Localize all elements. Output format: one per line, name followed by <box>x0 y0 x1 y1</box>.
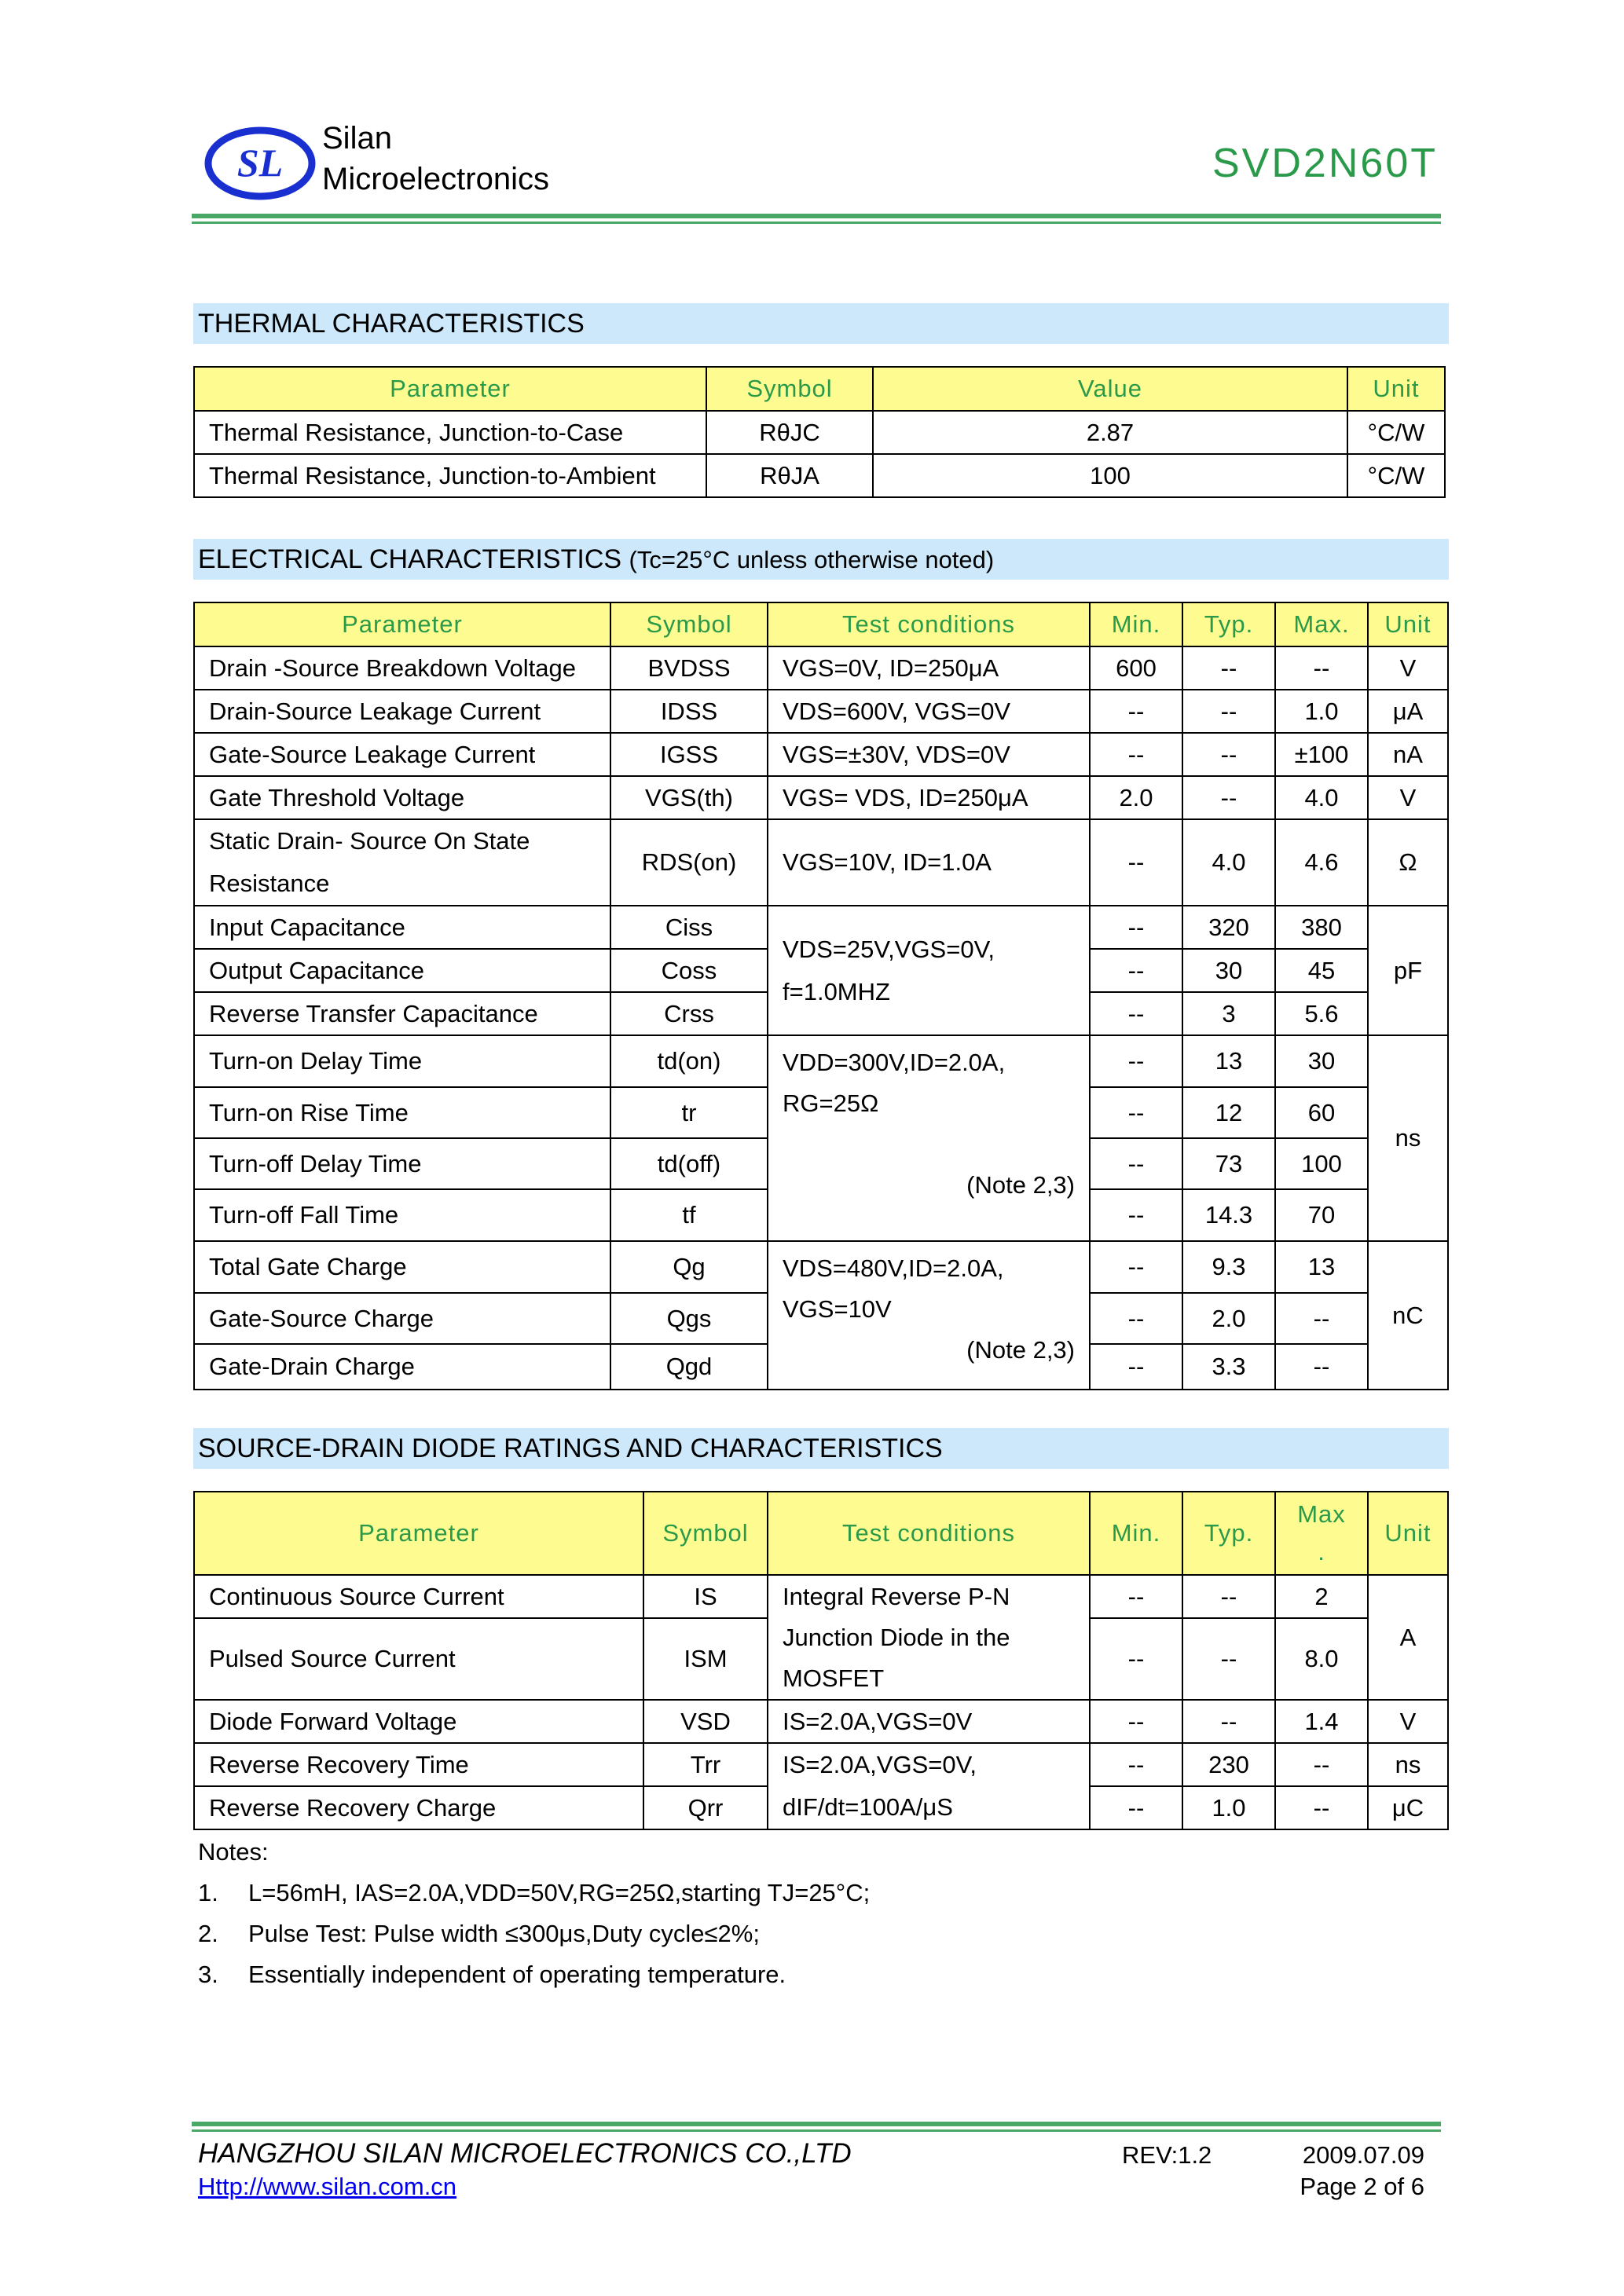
cell-cond: IS=2.0A,VGS=0V, <box>768 1743 1090 1786</box>
cell-cond-integral <box>768 1575 1090 1700</box>
cell-max: 70 <box>1275 1189 1368 1241</box>
cell-min: -- <box>1090 1575 1182 1618</box>
th-max: Max. <box>1275 602 1368 646</box>
cell-symbol: tr <box>610 1087 768 1138</box>
cell-param: Diode Forward Voltage <box>194 1700 643 1743</box>
footer-company: HANGZHOU SILAN MICROELECTRONICS CO.,LTD <box>198 2138 852 2169</box>
cell-typ: 9.3 <box>1182 1241 1275 1293</box>
cell-cond: VGS=10V, ID=1.0A <box>768 819 1090 906</box>
note-text: L=56mH, IAS=2.0A,VDD=50V,RG=25Ω,starting TJ=25°C; <box>248 1879 871 1906</box>
table-row <box>194 690 1448 733</box>
cell-symbol: Qgd <box>610 1344 768 1390</box>
cell-max: -- <box>1275 1743 1368 1786</box>
th-unit: Unit <box>1347 367 1445 411</box>
cell-param: Thermal Resistance, Junction-to-Case <box>194 411 706 454</box>
cond-note: (Note 2,3) <box>966 1171 1075 1199</box>
cell-value: 2.87 <box>873 411 1347 454</box>
cell-typ: 2.0 <box>1182 1293 1275 1344</box>
table-row <box>194 906 1448 949</box>
electrical-section-title <box>193 539 1449 580</box>
cell-param: Reverse Recovery Charge <box>194 1786 643 1829</box>
cell-max: 60 <box>1275 1087 1368 1138</box>
cell-param: Gate-Drain Charge <box>194 1344 610 1390</box>
cond-line1: VDS=480V,ID=2.0A, <box>783 1254 1004 1282</box>
note-item <box>198 1954 870 1995</box>
note-text: Pulse Test: Pulse width ≤300μs,Duty cycle≤2%; <box>248 1920 760 1947</box>
cell-max: 100 <box>1275 1138 1368 1189</box>
cell-symbol: Trr <box>643 1743 768 1786</box>
table-row <box>194 646 1448 690</box>
logo-text: SL <box>236 141 284 185</box>
cell-cond: VGS=0V, ID=250μA <box>768 646 1090 690</box>
footer-date: 2009.07.09 <box>1302 2141 1424 2169</box>
table-row <box>194 1786 1448 1829</box>
cell-typ: -- <box>1182 646 1275 690</box>
th-test-conditions: Test conditions <box>768 602 1090 646</box>
cell-param: Turn-on Rise Time <box>194 1087 610 1138</box>
cell-cond: IS=2.0A,VGS=0V <box>768 1700 1090 1743</box>
cond-line2: RG=25Ω <box>783 1089 879 1117</box>
electrical-subtitle: (Tc=25°C unless otherwise noted) <box>629 546 995 573</box>
cell-max: 4.6 <box>1275 819 1368 906</box>
cell-min: -- <box>1090 1786 1182 1829</box>
cell-symbol: IGSS <box>610 733 768 776</box>
cell-symbol: VGS(th) <box>610 776 768 819</box>
cell-param: Gate-Source Charge <box>194 1293 610 1344</box>
cond-line2: Junction Diode in the <box>783 1623 1010 1651</box>
cell-typ: -- <box>1182 1575 1275 1618</box>
thermal-header-row <box>194 367 1445 411</box>
cell-min: -- <box>1090 906 1182 949</box>
cell-cond-gate <box>768 1241 1090 1390</box>
cell-typ: 3.3 <box>1182 1344 1275 1390</box>
cell-max: 2 <box>1275 1575 1368 1618</box>
cell-min: -- <box>1090 1138 1182 1189</box>
th-max <box>1275 1492 1368 1575</box>
cell-cond: dIF/dt=100A/μS <box>768 1786 1090 1829</box>
cond-line2: VGS=10V <box>783 1295 892 1323</box>
cell-max: 380 <box>1275 906 1368 949</box>
cell-param: Turn-off Delay Time <box>194 1138 610 1189</box>
note-text: Essentially independent of operating temperature. <box>248 1961 786 1988</box>
diode-header-row <box>194 1492 1448 1575</box>
cell-param: Drain -Source Breakdown Voltage <box>194 646 610 690</box>
cell-param <box>194 819 610 906</box>
footer-revision: REV:1.2 <box>1122 2141 1212 2169</box>
footer-rule-thin <box>192 2129 1441 2132</box>
th-typ: Typ. <box>1182 602 1275 646</box>
cell-unit: °C/W <box>1347 411 1445 454</box>
cell-unit: nA <box>1368 733 1448 776</box>
cell-typ: 3 <box>1182 992 1275 1035</box>
table-row <box>194 1241 1448 1293</box>
cell-symbol: Qg <box>610 1241 768 1293</box>
cell-symbol: Ciss <box>610 906 768 949</box>
cell-min: -- <box>1090 733 1182 776</box>
cell-typ: 12 <box>1182 1087 1275 1138</box>
brand-line2: Microelectronics <box>322 162 549 196</box>
cell-symbol: RDS(on) <box>610 819 768 906</box>
cell-typ: 320 <box>1182 906 1275 949</box>
cell-symbol: BVDSS <box>610 646 768 690</box>
cond-line2: f=1.0MHZ <box>783 977 890 1005</box>
cell-max: 1.4 <box>1275 1700 1368 1743</box>
note-number: 1. <box>198 1879 218 1906</box>
cell-typ: -- <box>1182 1618 1275 1700</box>
part-number: SVD2N60T <box>1212 141 1438 186</box>
cell-unit: A <box>1368 1575 1448 1700</box>
cell-max: -- <box>1275 646 1368 690</box>
cell-symbol: VSD <box>643 1700 768 1743</box>
cell-symbol: tf <box>610 1189 768 1241</box>
cell-unit: nC <box>1368 1241 1448 1390</box>
notes-title: Notes: <box>198 1838 269 1866</box>
cell-unit: μA <box>1368 690 1448 733</box>
cell-param: Turn-off Fall Time <box>194 1189 610 1241</box>
cell-typ: 30 <box>1182 949 1275 992</box>
cell-min: -- <box>1090 1743 1182 1786</box>
cell-typ: 13 <box>1182 1035 1275 1087</box>
cell-typ: 1.0 <box>1182 1786 1275 1829</box>
cell-symbol: ISM <box>643 1618 768 1700</box>
table-row <box>194 1575 1448 1618</box>
th-min: Min. <box>1090 602 1182 646</box>
cell-param: Gate-Source Leakage Current <box>194 733 610 776</box>
cell-cond: VDS=600V, VGS=0V <box>768 690 1090 733</box>
cell-min: -- <box>1090 1293 1182 1344</box>
th-symbol: Symbol <box>706 367 873 411</box>
table-row <box>194 776 1448 819</box>
cell-min: -- <box>1090 1087 1182 1138</box>
cell-typ: 230 <box>1182 1743 1275 1786</box>
cell-min: -- <box>1090 992 1182 1035</box>
th-max-line2: . <box>1318 1538 1325 1565</box>
th-value: Value <box>873 367 1347 411</box>
brand-line1: Silan <box>322 121 392 156</box>
th-test-conditions: Test conditions <box>768 1492 1090 1575</box>
cell-min: -- <box>1090 1035 1182 1087</box>
electrical-table <box>193 602 1449 1390</box>
cell-param: Drain-Source Leakage Current <box>194 690 610 733</box>
cell-max: -- <box>1275 1293 1368 1344</box>
thermal-title: THERMAL CHARACTERISTICS <box>198 309 585 339</box>
cell-max: 1.0 <box>1275 690 1368 733</box>
cell-typ: -- <box>1182 733 1275 776</box>
cell-typ: 73 <box>1182 1138 1275 1189</box>
electrical-title: ELECTRICAL CHARACTERISTICS <box>198 544 622 574</box>
header-rule <box>192 214 1441 218</box>
th-max-line1: Max <box>1297 1500 1346 1528</box>
cell-param-line2: Resistance <box>209 870 330 897</box>
cell-max: 13 <box>1275 1241 1368 1293</box>
cell-param: Gate Threshold Voltage <box>194 776 610 819</box>
cell-min: -- <box>1090 949 1182 992</box>
cell-typ: -- <box>1182 1700 1275 1743</box>
cond-line1: VDD=300V,ID=2.0A, <box>783 1049 1006 1076</box>
cell-unit: V <box>1368 776 1448 819</box>
cell-unit: Ω <box>1368 819 1448 906</box>
cell-symbol: td(off) <box>610 1138 768 1189</box>
th-typ: Typ. <box>1182 1492 1275 1575</box>
cell-max: 8.0 <box>1275 1618 1368 1700</box>
table-row <box>194 1035 1448 1087</box>
cell-max: 5.6 <box>1275 992 1368 1035</box>
cell-param: Output Capacitance <box>194 949 610 992</box>
cell-symbol: RθJA <box>706 454 873 497</box>
cell-param: Thermal Resistance, Junction-to-Ambient <box>194 454 706 497</box>
th-min: Min. <box>1090 1492 1182 1575</box>
note-number: 3. <box>198 1961 218 1988</box>
cell-symbol: Qrr <box>643 1786 768 1829</box>
cell-symbol: Qgs <box>610 1293 768 1344</box>
cell-max: -- <box>1275 1344 1368 1390</box>
footer-rule <box>192 2122 1441 2126</box>
note-item <box>198 1873 870 1913</box>
cell-unit: V <box>1368 1700 1448 1743</box>
cell-min: -- <box>1090 1189 1182 1241</box>
cell-min: -- <box>1090 1344 1182 1390</box>
cell-max: 30 <box>1275 1035 1368 1087</box>
cell-param: Input Capacitance <box>194 906 610 949</box>
diode-title: SOURCE-DRAIN DIODE RATINGS AND CHARACTERISTICS <box>198 1434 943 1463</box>
cell-symbol: RθJC <box>706 411 873 454</box>
cell-param: Reverse Recovery Time <box>194 1743 643 1786</box>
thermal-table <box>193 366 1446 498</box>
table-row <box>194 733 1448 776</box>
cond-line3: MOSFET <box>783 1664 885 1692</box>
cell-max: ±100 <box>1275 733 1368 776</box>
cond-note: (Note 2,3) <box>966 1336 1075 1364</box>
cell-param: Turn-on Delay Time <box>194 1035 610 1087</box>
cell-param: Pulsed Source Current <box>194 1618 643 1700</box>
cell-symbol: IDSS <box>610 690 768 733</box>
cell-min: -- <box>1090 690 1182 733</box>
cell-cond: VGS= VDS, ID=250μA <box>768 776 1090 819</box>
cell-param: Continuous Source Current <box>194 1575 643 1618</box>
table-row <box>194 454 1445 497</box>
th-symbol: Symbol <box>610 602 768 646</box>
cell-min: -- <box>1090 1700 1182 1743</box>
cell-typ: 14.3 <box>1182 1189 1275 1241</box>
cell-param: Reverse Transfer Capacitance <box>194 992 610 1035</box>
table-row <box>194 1700 1448 1743</box>
cell-min: -- <box>1090 1241 1182 1293</box>
cell-min: 2.0 <box>1090 776 1182 819</box>
cell-unit: ns <box>1368 1743 1448 1786</box>
note-number: 2. <box>198 1920 218 1947</box>
cell-typ: -- <box>1182 776 1275 819</box>
th-unit: Unit <box>1368 602 1448 646</box>
cell-cond: VGS=±30V, VDS=0V <box>768 733 1090 776</box>
footer-page-number: Page 2 of 6 <box>1300 2173 1424 2200</box>
cell-cond-switching <box>768 1035 1090 1241</box>
cell-param-line1: Static Drain- Source On State <box>209 827 530 855</box>
cond-line1: VDS=25V,VGS=0V, <box>783 935 995 963</box>
cell-value: 100 <box>873 454 1347 497</box>
cell-typ: 4.0 <box>1182 819 1275 906</box>
cell-symbol: Coss <box>610 949 768 992</box>
table-row <box>194 1743 1448 1786</box>
cell-symbol: IS <box>643 1575 768 1618</box>
cell-max: -- <box>1275 1786 1368 1829</box>
cell-symbol: td(on) <box>610 1035 768 1087</box>
th-symbol: Symbol <box>643 1492 768 1575</box>
silan-logo <box>203 124 317 203</box>
table-row <box>194 819 1448 906</box>
diode-table <box>193 1491 1449 1830</box>
header-rule-thin <box>192 222 1441 224</box>
th-unit: Unit <box>1368 1492 1448 1575</box>
note-item <box>198 1913 870 1954</box>
cell-min: -- <box>1090 1618 1182 1700</box>
cell-max: 4.0 <box>1275 776 1368 819</box>
thermal-section-title <box>193 303 1449 344</box>
cell-typ: -- <box>1182 690 1275 733</box>
cell-param: Total Gate Charge <box>194 1241 610 1293</box>
cond-line1: Integral Reverse P-N <box>783 1582 1010 1610</box>
cell-max: 45 <box>1275 949 1368 992</box>
th-parameter: Parameter <box>194 602 610 646</box>
cell-unit: ns <box>1368 1035 1448 1241</box>
cell-cond-capacitance <box>768 906 1090 1035</box>
table-row <box>194 411 1445 454</box>
cell-unit: V <box>1368 646 1448 690</box>
notes <box>198 1832 870 1995</box>
footer-url-link[interactable]: Http://www.silan.com.cn <box>198 2173 457 2200</box>
cell-min: -- <box>1090 819 1182 906</box>
cell-unit: μC <box>1368 1786 1448 1829</box>
th-parameter: Parameter <box>194 1492 643 1575</box>
cell-unit: °C/W <box>1347 454 1445 497</box>
cell-min: 600 <box>1090 646 1182 690</box>
th-parameter: Parameter <box>194 367 706 411</box>
cell-symbol: Crss <box>610 992 768 1035</box>
cell-unit: pF <box>1368 906 1448 1035</box>
brand-name <box>322 118 549 200</box>
electrical-header-row <box>194 602 1448 646</box>
diode-section-title <box>193 1428 1449 1469</box>
